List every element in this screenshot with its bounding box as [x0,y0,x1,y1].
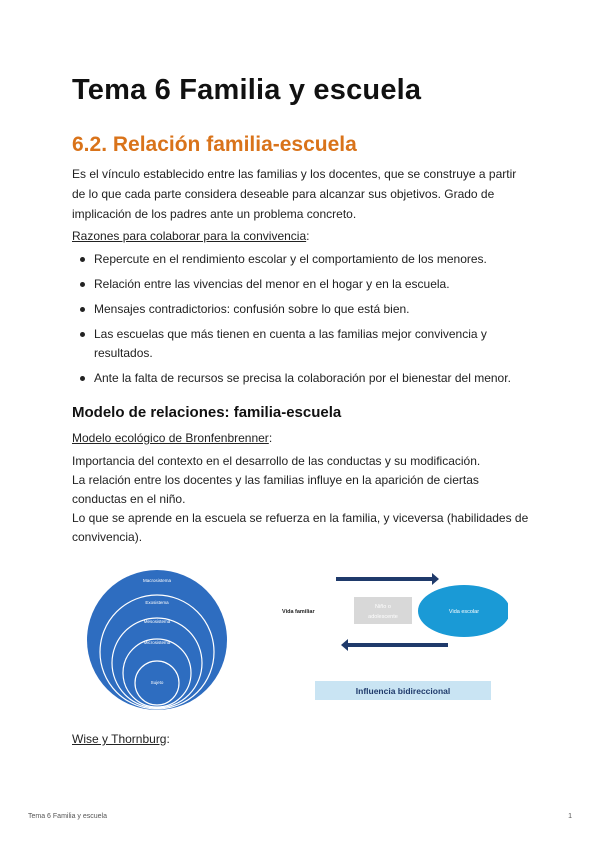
footer-text: Tema 6 Familia y escuela [28,813,107,820]
wise-label-colon: : [166,732,170,746]
level-label: Mesosistema [143,619,171,624]
model-label-line [72,428,532,448]
ecological-model-diagram [84,566,234,716]
page-number: 1 [568,813,572,820]
right-arrow-head [432,573,439,585]
child-label-line2: adolescente [368,614,398,620]
list-item: Relación entre las vivencias del menor en el hogar y en la escuela. [72,275,532,294]
right-arrow-shaft [336,577,432,581]
reasons-list [72,250,532,388]
level-label: Exosistema [145,600,169,605]
model-line-3: Lo que se aprende en la escuela se refuerza en la familia, y viceversa (habilidades de convivencia). [72,511,529,544]
list-item: Repercute en el rendimiento escolar y el comportamiento de los menores. [72,250,532,269]
reasons-label-line [72,226,532,246]
list-item: Ante la falta de recursos se precisa la colaboración por el bienestar del menor. [72,369,532,388]
level-label: Macrosistema [142,578,172,583]
model-subheading: Modelo de relaciones: familia-escuela [72,404,342,421]
model-line-2: La relación entre los docentes y las familias influye en la aparición de ciertas conductas en el niño. [72,473,479,506]
wise-label-line [72,729,532,749]
left-arrow-shaft [348,643,448,647]
model-label-colon: : [268,431,273,445]
reasons-label-colon: : [306,229,310,243]
family-life-label: Vida familiar [282,609,315,615]
model-label: Modelo ecológico de Bronfenbrenner [72,431,269,445]
child-label-line1: Niño o [375,604,391,610]
level-label: Sujeto [150,680,164,685]
model-line-1: Importancia del contexto en el desarrollo de las conductas y su modificación. [72,454,481,468]
caption-label: Influencia bidireccional [355,686,451,696]
left-arrow-head [341,639,348,651]
wise-label: Wise y Thornburg [72,732,167,746]
list-item: Las escuelas que más tienen en cuenta a las familias mejor convivencia y resultados. [72,325,532,363]
level-label: Microsistema [143,640,171,645]
page-title: Tema 6 Familia y escuela [72,74,422,106]
school-life-label: Vida escolar [448,609,480,615]
list-item: Mensajes contradictorios: confusión sobre lo que está bien. [72,300,532,319]
section-heading: 6.2. Relación familia-escuela [72,133,357,156]
intro-paragraph: Es el vínculo establecido entre las familias y los docentes, que se construye a partir de lo que cada parte considera deseable para alcanzar sus objetivos. Grado de implicación de los padres ante un problema concreto. [72,167,517,221]
bidirectional-influence-diagram [268,566,508,708]
reasons-label: Razones para colaborar para la convivencia [72,229,307,243]
